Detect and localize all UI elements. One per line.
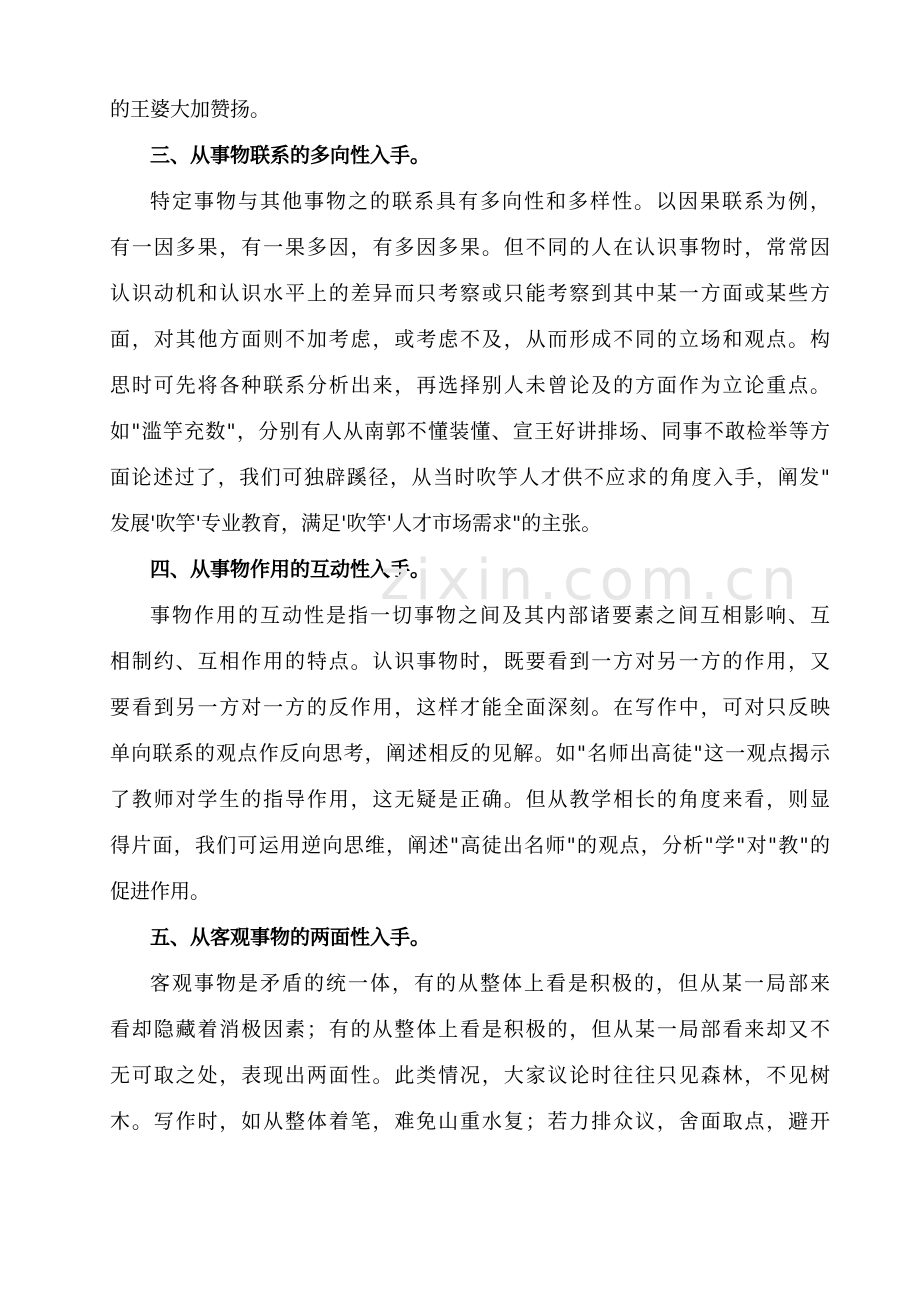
paragraph-line: 发展'吹竽'专业教育，满足'吹竽'人才市场需求"的主张。: [110, 511, 602, 535]
paragraph-line: 有一因多果，有一果多因，有多因多果。但不同的人在认识事物时，常常因: [110, 235, 830, 259]
paragraph-line: 要看到另一方对一方的反作用，这样才能全面深刻。在写作中，可对只反映: [110, 695, 830, 719]
paragraph-line: 思时可先将各种联系分析出来，再选择别人未曾论及的方面作为立论重点。: [110, 373, 830, 397]
section-heading: 五、从客观事物的两面性入手。: [150, 925, 430, 949]
paragraph-line: 得片面，我们可运用逆向思维，阐述"高徒出名师"的观点，分析"学"对"教"的: [110, 833, 830, 857]
paragraph-line: 相制约、互相作用的特点。认识事物时，既要看到一方对另一方的作用，又: [110, 649, 830, 673]
paragraph-line: 无可取之处，表现出两面性。此类情况，大家议论时往往只见森林，不见树: [110, 1063, 830, 1087]
paragraph-line: 面，对其他方面则不加考虑，或考虑不及，从而形成不同的立场和观点。构: [110, 327, 830, 351]
paragraph-line: 看却隐藏着消极因素；有的从整体上看是积极的，但从某一局部看来却又不: [110, 1017, 830, 1041]
paragraph-line: 面论述过了，我们可独辟蹊径，从当时吹竽人才供不应求的角度入手，阐发": [110, 465, 830, 489]
paragraph-line: 认识动机和认识水平上的差异而只考察或只能考察到其中某一方面或某些方: [110, 281, 830, 305]
paragraph-line: 特定事物与其他事物之的联系具有多向性和多样性。以因果联系为例，: [150, 189, 830, 213]
paragraph-line: 客观事物是矛盾的统一体，有的从整体上看是积极的，但从某一局部来: [150, 971, 830, 995]
paragraph-line: 如"滥竽充数"，分别有人从南郭不懂装懂、宣王好讲排场、同事不敢检举等方: [110, 419, 830, 443]
paragraph-line: 了教师对学生的指导作用，这无疑是正确。但从教学相长的角度来看，则显: [110, 787, 830, 811]
watermark: zixin.com.cn: [380, 548, 803, 613]
paragraph-line: 木。写作时，如从整体着笔，难免山重水复；若力排众议，舍面取点，避开: [110, 1109, 830, 1133]
paragraph-line: 促进作用。: [110, 879, 210, 903]
paragraph-line: 的王婆大加赞扬。: [110, 97, 270, 121]
paragraph-line: 单向联系的观点作反向思考，阐述相反的见解。如"名师出高徒"这一观点揭示: [110, 741, 830, 765]
section-heading: 三、从事物联系的多向性入手。: [150, 143, 430, 167]
paragraph-line: 事物作用的互动性是指一切事物之间及其内部诸要素之间互相影响、互: [150, 603, 830, 627]
section-heading: 四、从事物作用的互动性入手。: [150, 557, 430, 581]
document-page: [110, 90, 830, 1148]
